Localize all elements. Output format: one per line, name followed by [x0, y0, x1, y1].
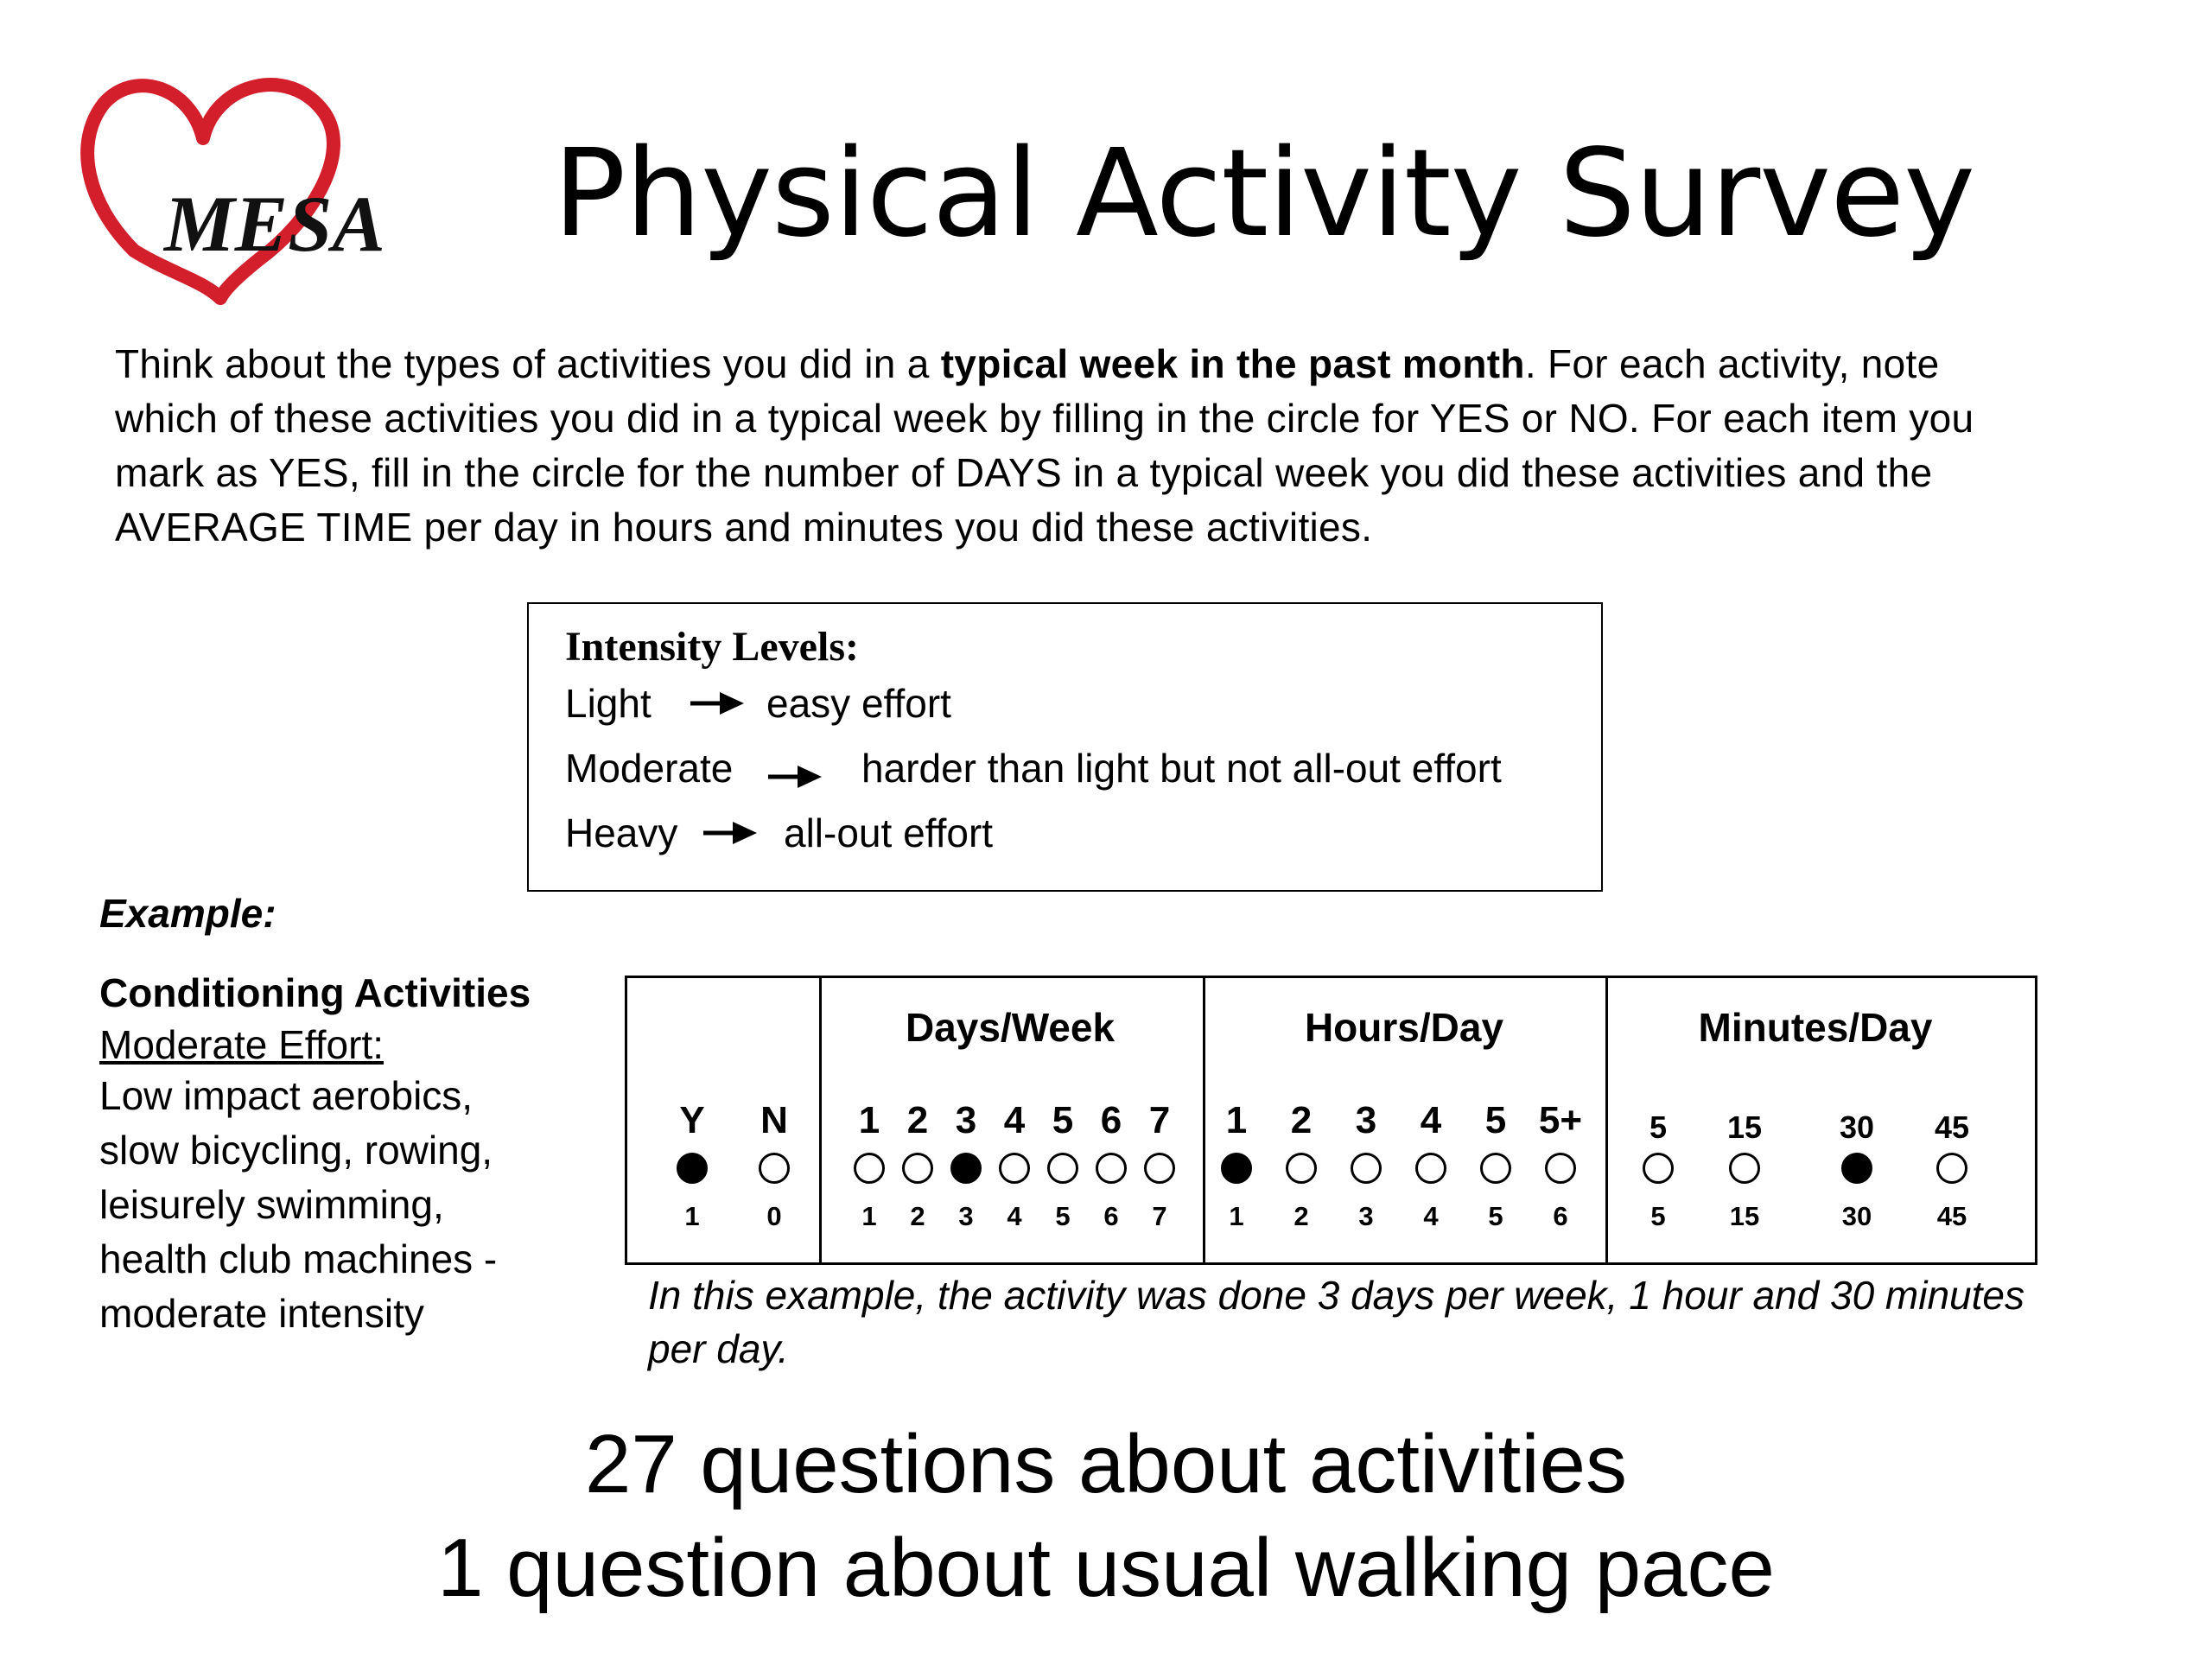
group-header-days: Days/Week: [905, 1005, 1116, 1050]
summary-line-activities: 27 questions about activities: [584, 1418, 1628, 1510]
empty-circle-icon[interactable]: [1047, 1153, 1078, 1184]
heart-logo-icon: [73, 73, 454, 307]
option-label: 5+: [1538, 1099, 1583, 1141]
option-label: 5: [1052, 1099, 1074, 1141]
option-label: 4: [1420, 1099, 1442, 1141]
empty-circle-icon[interactable]: [854, 1153, 885, 1184]
option-code: 6: [1103, 1201, 1119, 1231]
option-code: 4: [1423, 1201, 1439, 1231]
option-label: 7: [1148, 1099, 1171, 1141]
activity-description: [99, 966, 618, 1341]
option-label: 4: [1003, 1099, 1026, 1141]
option-label: 45: [1934, 1109, 1970, 1145]
page-title: Physical Activity Survey: [553, 124, 1975, 264]
option-code: 6: [1553, 1201, 1568, 1231]
option-label: 1: [858, 1099, 880, 1141]
empty-circle-icon[interactable]: [759, 1153, 790, 1184]
activity-line: slow bicycling, rowing,: [99, 1128, 493, 1173]
empty-circle-icon[interactable]: [999, 1153, 1030, 1184]
option-code: 2: [1294, 1201, 1309, 1231]
option-code: 45: [1936, 1201, 1967, 1231]
empty-circle-icon[interactable]: [1144, 1153, 1175, 1184]
filled-circle-icon[interactable]: [1221, 1153, 1252, 1184]
empty-circle-icon[interactable]: [1351, 1153, 1382, 1184]
intensity-heavy-desc: all-out effort: [784, 810, 994, 855]
option-label: 3: [955, 1099, 977, 1141]
option-label: 2: [1290, 1099, 1313, 1141]
activity-line: moderate intensity: [99, 1291, 424, 1336]
option-label: 5: [1649, 1109, 1668, 1145]
empty-circle-icon[interactable]: [1480, 1153, 1511, 1184]
option-code: 5: [1650, 1201, 1666, 1231]
example-response-grid: [625, 976, 2037, 1265]
option-code: 0: [766, 1201, 782, 1231]
activity-line: leisurely swimming,: [99, 1182, 444, 1227]
option-code: 4: [1007, 1201, 1022, 1231]
column-divider: [819, 978, 822, 1262]
intensity-light-desc: easy effort: [766, 681, 951, 726]
option-label: Y: [679, 1099, 705, 1141]
option-label: 2: [906, 1099, 929, 1141]
column-divider: [1605, 978, 1608, 1262]
example-note: In this example, the activity was done 3 days per week, 1 hour and 30 minutes per day.: [648, 1273, 2024, 1371]
empty-circle-icon[interactable]: [1415, 1153, 1446, 1184]
option-label: 15: [1726, 1109, 1763, 1145]
group-header-hours: Hours/Day: [1304, 1005, 1504, 1050]
arrow-right-icon: [766, 764, 823, 790]
activity-category: Conditioning Activities: [99, 970, 531, 1015]
option-code: 5: [1488, 1201, 1503, 1231]
intensity-levels-box: [527, 602, 1603, 892]
summary-line-walking-pace: 1 question about usual walking pace: [437, 1522, 1775, 1614]
intensity-moderate-label: Moderate: [565, 746, 734, 791]
option-code: 1: [684, 1201, 700, 1231]
empty-circle-icon[interactable]: [1286, 1153, 1317, 1184]
example-label: Example:: [99, 891, 276, 936]
filled-circle-icon[interactable]: [677, 1153, 708, 1184]
intensity-levels-title: Intensity Levels:: [565, 624, 859, 670]
instructions-text-end: . For each activity, note which of these activities you did in a typical week by filling in the circle for YES or NO. For each item you mark as YES, fill in the circle for the number of DAYS in a typical week you did these activities and the AVERAGE TIME per day in hours and minutes you did these activities.: [115, 341, 1974, 550]
option-label: 5: [1484, 1099, 1507, 1141]
instructions-paragraph: [115, 337, 2016, 555]
option-code: 7: [1152, 1201, 1167, 1231]
group-header-minutes: Minutes/Day: [1698, 1005, 1933, 1050]
option-label: 1: [1225, 1099, 1248, 1141]
arrow-right-icon: [689, 690, 746, 716]
column-divider: [1203, 978, 1205, 1262]
option-code: 5: [1055, 1201, 1071, 1231]
activity-line: Low impact aerobics,: [99, 1073, 474, 1118]
option-code: 15: [1729, 1201, 1760, 1231]
instructions-text-start: Think about the types of activities you did in a: [115, 341, 941, 386]
instructions-emphasis: typical week in the past month: [940, 341, 1525, 386]
filled-circle-icon[interactable]: [1841, 1153, 1872, 1184]
empty-circle-icon[interactable]: [1643, 1153, 1674, 1184]
option-label: N: [760, 1099, 788, 1141]
intensity-heavy-label: Heavy: [565, 810, 678, 855]
option-label: 6: [1100, 1099, 1122, 1141]
option-label: 3: [1355, 1099, 1377, 1141]
activity-line: health club machines -: [99, 1236, 498, 1281]
option-code: 3: [1358, 1201, 1374, 1231]
empty-circle-icon[interactable]: [1936, 1153, 1967, 1184]
svg-text:MESA: MESA: [164, 180, 385, 268]
empty-circle-icon[interactable]: [1096, 1153, 1127, 1184]
mesa-logo: [73, 73, 454, 307]
option-code: 1: [861, 1201, 877, 1231]
empty-circle-icon[interactable]: [1729, 1153, 1760, 1184]
empty-circle-icon[interactable]: [902, 1153, 933, 1184]
option-code: 2: [910, 1201, 925, 1231]
filled-circle-icon[interactable]: [950, 1153, 982, 1184]
arrow-right-icon: [702, 820, 759, 846]
option-code: 30: [1841, 1201, 1872, 1231]
intensity-moderate-desc: harder than light but not all-out effort: [861, 746, 1502, 791]
option-code: 1: [1229, 1201, 1244, 1231]
intensity-light-label: Light: [565, 681, 652, 726]
activity-effort-level: Moderate Effort:: [99, 1022, 384, 1067]
empty-circle-icon[interactable]: [1545, 1153, 1576, 1184]
option-code: 3: [958, 1201, 974, 1231]
option-label: 30: [1839, 1109, 1875, 1145]
